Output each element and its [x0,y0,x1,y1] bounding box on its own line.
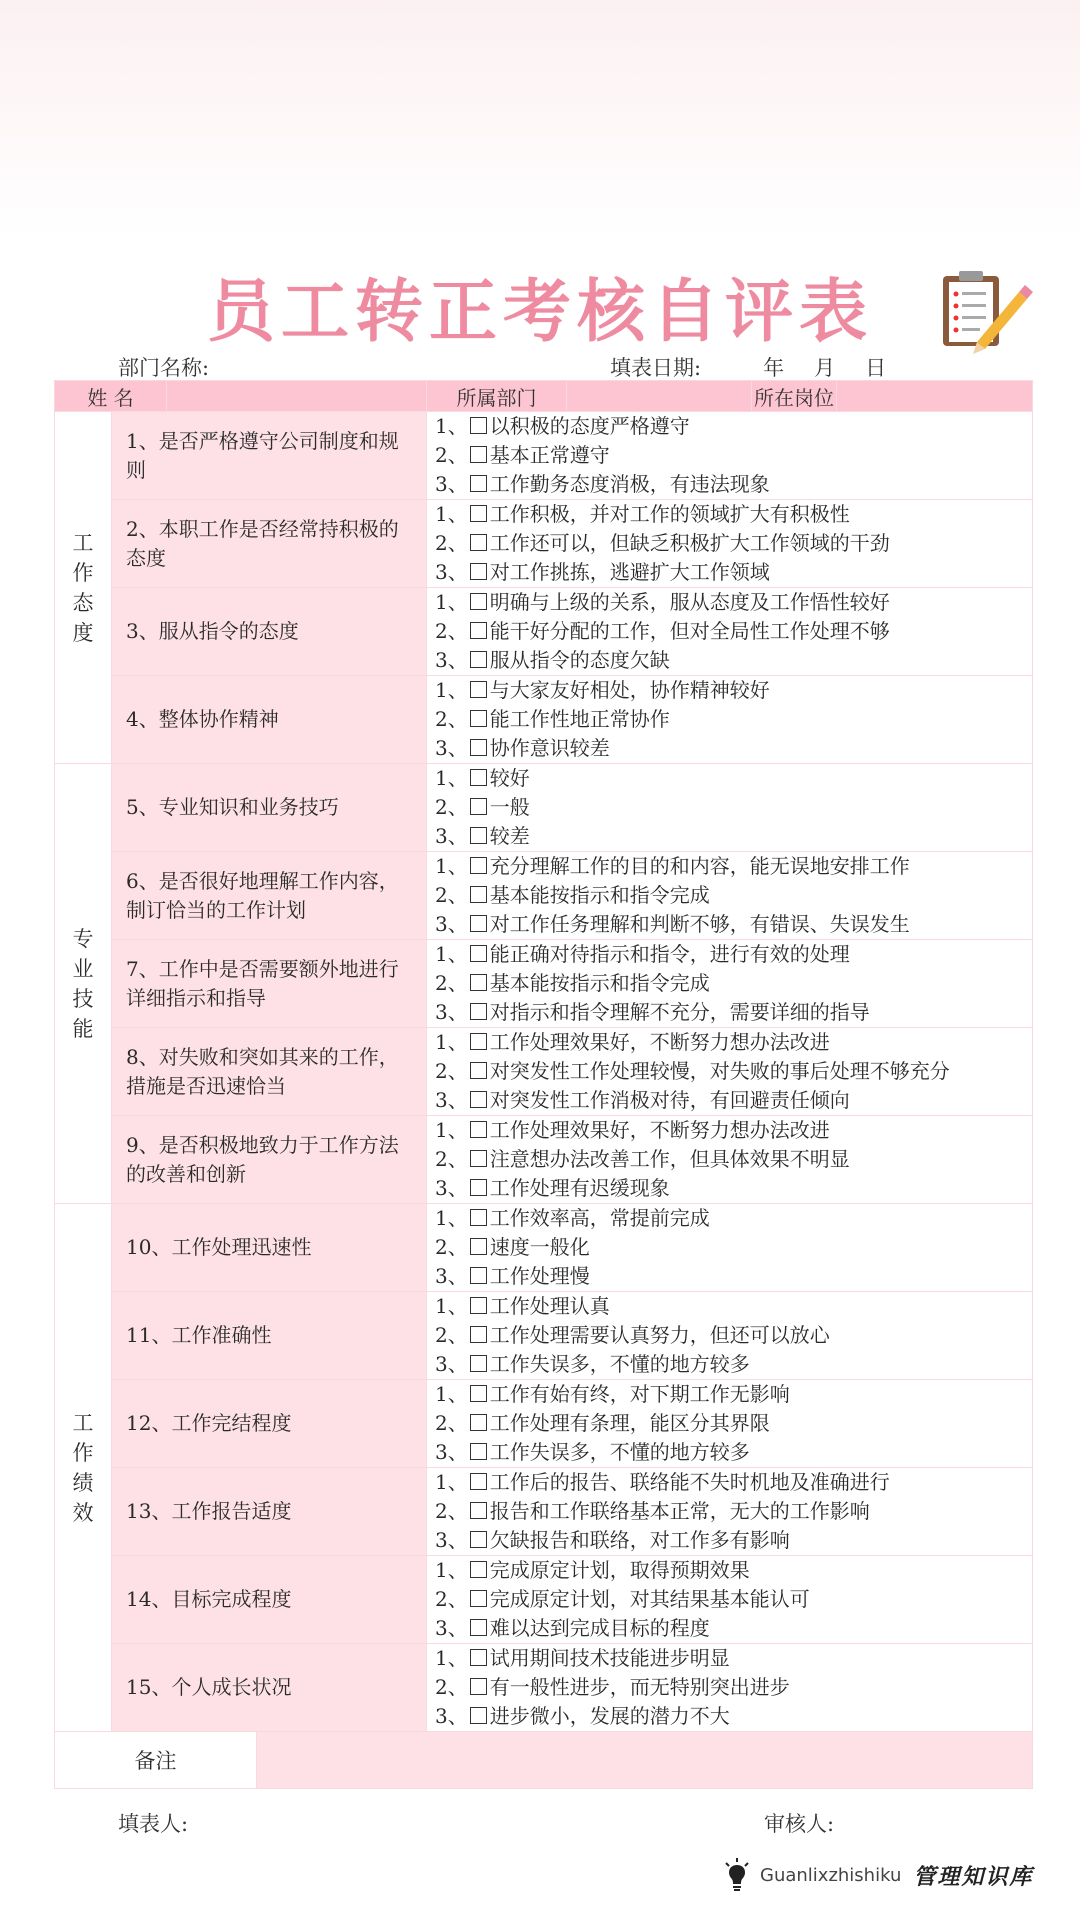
item-row [55,588,1033,676]
item-row [55,1468,1033,1556]
option-checkbox[interactable] [470,534,487,551]
option-line [435,793,1032,822]
option-line [435,470,1032,499]
option-line [435,1468,1032,1497]
option-text: 服从指令的态度欠缺 [489,648,670,672]
option-text: 基本能按指示和指令完成 [489,971,710,995]
option-number: 1、 [435,678,468,702]
option-checkbox[interactable] [470,1062,487,1079]
option-number: 3、 [435,1616,468,1640]
option-text: 有一般性进步，而无特别突出进步 [489,1675,790,1699]
question-cell: 14、目标完成程度 [112,1556,427,1644]
option-number: 3、 [435,1352,468,1376]
option-checkbox[interactable] [470,1619,487,1636]
option-checkbox[interactable] [470,1649,487,1666]
option-number: 3、 [435,1000,468,1024]
option-text: 工作处理慢 [489,1264,590,1288]
option-line [435,1204,1032,1233]
option-text: 协作意识较差 [489,736,610,760]
question-cell: 13、工作报告适度 [112,1468,427,1556]
option-text: 较差 [489,824,530,848]
item-row [55,500,1033,588]
option-number: 2、 [435,443,468,467]
option-line [435,1116,1032,1145]
option-checkbox[interactable] [470,681,487,698]
option-checkbox[interactable] [470,593,487,610]
question-cell: 3、服从指令的态度 [112,588,427,676]
option-checkbox[interactable] [470,886,487,903]
option-line [435,764,1032,793]
option-checkbox[interactable] [470,739,487,756]
option-line [435,1380,1032,1409]
option-line [435,1233,1032,1262]
fill-date-row [610,352,886,382]
category-label: 工作态度 [72,530,94,645]
option-number: 2、 [435,707,468,731]
item-row [55,1292,1033,1380]
option-number: 2、 [435,795,468,819]
question-cell: 1、是否严格遵守公司制度和规则 [112,412,427,500]
option-text: 对工作任务理解和判断不够，有错误、失误发生 [489,912,910,936]
option-checkbox[interactable] [470,622,487,639]
option-line [435,588,1032,617]
option-line [435,1438,1032,1467]
option-checkbox[interactable] [470,857,487,874]
option-checkbox[interactable] [470,769,487,786]
option-checkbox[interactable] [470,1590,487,1607]
option-checkbox[interactable] [470,1033,487,1050]
option-number: 1、 [435,502,468,526]
option-checkbox[interactable] [470,417,487,434]
brand-english: Guanlixzhishiku [760,1864,902,1886]
option-line [435,998,1032,1027]
option-text: 工作处理效果好，不断努力想办法改进 [489,1030,830,1054]
option-line [435,441,1032,470]
option-checkbox[interactable] [470,1414,487,1431]
option-number: 1、 [435,1294,468,1318]
department-name-label: 部门名称: [118,356,210,380]
option-text: 能工作性地正常协作 [489,707,670,731]
header-row [55,381,1033,412]
remark-field[interactable] [257,1732,1033,1789]
option-text: 进步微小，发展的潜力不大 [489,1704,730,1728]
option-checkbox[interactable] [470,1091,487,1108]
options-cell [427,852,1033,940]
brand-chinese: 管理知识库 [913,1864,1034,1890]
department-header: 所属部门 [427,381,567,412]
option-line [435,1585,1032,1614]
option-line [435,1057,1032,1086]
fill-date-label: 填表日期: [610,356,702,380]
category-label: 工作绩效 [72,1410,94,1525]
option-checkbox[interactable] [470,1385,487,1402]
option-line [435,852,1032,881]
option-text: 工作失误多，不懂的地方较多 [489,1440,750,1464]
option-line [435,1292,1032,1321]
option-line [435,1350,1032,1379]
option-line [435,1673,1032,1702]
option-number: 3、 [435,648,468,672]
item-row [55,676,1033,764]
option-checkbox[interactable] [470,1267,487,1284]
option-number: 1、 [435,1030,468,1054]
option-text: 基本能按指示和指令完成 [489,883,710,907]
option-checkbox[interactable] [470,945,487,962]
option-checkbox[interactable] [470,1238,487,1255]
option-number: 3、 [435,1176,468,1200]
option-line [435,1086,1032,1115]
option-number: 2、 [435,531,468,555]
option-text: 工作处理有条理，能区分其界限 [489,1411,770,1435]
option-checkbox[interactable] [470,475,487,492]
option-text: 一般 [489,795,530,819]
option-checkbox[interactable] [470,915,487,932]
option-checkbox[interactable] [470,1355,487,1372]
option-line [435,500,1032,529]
options-cell [427,1028,1033,1116]
option-line [435,529,1032,558]
option-text: 工作积极，并对工作的领域扩大有积极性 [489,502,850,526]
option-checkbox[interactable] [470,563,487,580]
option-checkbox[interactable] [470,827,487,844]
question-cell: 9、是否积极地致力于工作方法的改善和创新 [112,1116,427,1204]
brand-watermark [724,1858,1033,1892]
option-text: 充分理解工作的目的和内容，能无误地安排工作 [489,854,910,878]
option-text: 工作处理效果好，不断努力想办法改进 [489,1118,830,1142]
option-number: 1、 [435,590,468,614]
option-line [435,1614,1032,1643]
option-line [435,1262,1032,1291]
top-background [0,0,1080,240]
option-text: 工作失误多，不懂的地方较多 [489,1352,750,1376]
option-text: 试用期间技术技能进步明显 [489,1646,730,1670]
option-line [435,940,1032,969]
item-row [55,1380,1033,1468]
remark-label: 备注 [55,1732,257,1789]
option-number: 2、 [435,1147,468,1171]
option-line [435,1409,1032,1438]
options-cell [427,588,1033,676]
options-cell [427,676,1033,764]
item-row [55,1556,1033,1644]
item-row [55,1028,1033,1116]
department-input-cell[interactable] [567,381,752,412]
option-number: 3、 [435,1440,468,1464]
option-text: 基本正常遵守 [489,443,610,467]
name-input-cell[interactable] [167,381,427,412]
option-text: 完成原定计划，对其结果基本能认可 [489,1587,810,1611]
option-number: 2、 [435,1059,468,1083]
option-line [435,1321,1032,1350]
options-cell [427,500,1033,588]
option-line [435,676,1032,705]
option-number: 2、 [435,1235,468,1259]
question-cell: 7、工作中是否需要额外地进行详细指示和指导 [112,940,427,1028]
option-text: 工作效率高，常提前完成 [489,1206,710,1230]
question-cell: 12、工作完结程度 [112,1380,427,1468]
option-number: 3、 [435,1528,468,1552]
option-number: 1、 [435,1470,468,1494]
option-line [435,646,1032,675]
item-row [55,940,1033,1028]
option-number: 1、 [435,1646,468,1670]
option-line [435,558,1032,587]
category-cell [55,764,112,1204]
option-line [435,822,1032,851]
options-cell [427,764,1033,852]
question-cell: 4、整体协作精神 [112,676,427,764]
option-checkbox[interactable] [470,974,487,991]
option-text: 难以达到完成目标的程度 [489,1616,710,1640]
post-header: 所在岗位 [752,381,837,412]
option-text: 对突发性工作消极对待，有回避责任倾向 [489,1088,850,1112]
option-text: 对突发性工作处理较慢，对失败的事后处理不够充分 [489,1059,950,1083]
option-text: 工作后的报告、联络能不失时机地及准确进行 [489,1470,890,1494]
option-text: 报告和工作联络基本正常，无大的工作影响 [489,1499,870,1523]
options-cell [427,940,1033,1028]
year-label: 年 [763,356,785,380]
option-checkbox[interactable] [470,1531,487,1548]
item-rows [55,412,1033,1732]
name-header: 姓 名 [55,381,167,412]
option-number: 3、 [435,1704,468,1728]
option-text: 与大家友好相处，协作精神较好 [489,678,770,702]
option-text: 工作有始有终，对下期工作无影响 [489,1382,790,1406]
option-line [435,705,1032,734]
option-number: 1、 [435,854,468,878]
option-number: 3、 [435,824,468,848]
option-number: 3、 [435,912,468,936]
options-cell [427,1644,1033,1732]
option-line [435,734,1032,763]
item-row [55,1204,1033,1292]
option-number: 3、 [435,1264,468,1288]
reviewer-label: 审核人: [764,1812,835,1836]
option-checkbox[interactable] [470,1003,487,1020]
filler-label: 填表人: [118,1812,189,1836]
remark-row [55,1732,1033,1789]
option-text: 明确与上级的关系，服从态度及工作悟性较好 [489,590,890,614]
option-checkbox[interactable] [470,1502,487,1519]
options-cell [427,1556,1033,1644]
post-input-cell[interactable] [837,381,1033,412]
option-line [435,1702,1032,1731]
month-label: 月 [814,356,836,380]
option-text: 完成原定计划，取得预期效果 [489,1558,750,1582]
option-text: 能干好分配的工作，但对全局性工作处理不够 [489,619,890,643]
option-number: 1、 [435,1118,468,1142]
option-line [435,881,1032,910]
clipboard-pencil-icon [935,262,1035,362]
option-line [435,1145,1032,1174]
option-number: 2、 [435,1323,468,1347]
option-checkbox[interactable] [470,1121,487,1138]
item-row [55,852,1033,940]
option-checkbox[interactable] [470,1179,487,1196]
option-number: 3、 [435,1088,468,1112]
option-number: 2、 [435,1411,468,1435]
option-number: 2、 [435,1675,468,1699]
option-text: 对指示和指令理解不充分，需要详细的指导 [489,1000,870,1024]
option-checkbox[interactable] [470,651,487,668]
option-line [435,1028,1032,1057]
option-text: 工作处理认真 [489,1294,610,1318]
option-text: 对工作挑拣，逃避扩大工作领域 [489,560,770,584]
option-number: 2、 [435,619,468,643]
category-label: 专业技能 [72,926,94,1041]
options-cell [427,1116,1033,1204]
options-cell [427,1292,1033,1380]
option-checkbox[interactable] [470,1443,487,1460]
question-cell: 2、本职工作是否经常持积极的态度 [112,500,427,588]
option-number: 3、 [435,472,468,496]
option-text: 欠缺报告和联络，对工作多有影响 [489,1528,790,1552]
option-number: 1、 [435,1558,468,1582]
item-row [55,412,1033,500]
option-text: 速度一般化 [489,1235,590,1259]
option-checkbox[interactable] [470,710,487,727]
option-checkbox[interactable] [470,798,487,815]
option-line [435,910,1032,939]
option-number: 1、 [435,1206,468,1230]
option-line [435,1526,1032,1555]
question-cell: 8、对失败和突如其来的工作，措施是否迅速恰当 [112,1028,427,1116]
option-line [435,412,1032,441]
option-number: 1、 [435,942,468,966]
question-cell: 11、工作准确性 [112,1292,427,1380]
option-text: 工作处理有迟缓现象 [489,1176,670,1200]
option-line [435,969,1032,998]
option-checkbox[interactable] [470,1326,487,1343]
option-checkbox[interactable] [470,1678,487,1695]
question-cell: 15、个人成长状况 [112,1644,427,1732]
category-cell [55,1204,112,1732]
assessment-table [54,380,1033,1789]
option-number: 3、 [435,560,468,584]
question-cell: 10、工作处理迅速性 [112,1204,427,1292]
category-cell [55,412,112,764]
option-line [435,1556,1032,1585]
option-checkbox[interactable] [470,446,487,463]
question-cell: 6、是否很好地理解工作内容，制订恰当的工作计划 [112,852,427,940]
option-text: 较好 [489,766,530,790]
option-line [435,1497,1032,1526]
item-row [55,764,1033,852]
options-cell [427,1468,1033,1556]
option-checkbox[interactable] [470,1297,487,1314]
option-number: 1、 [435,1382,468,1406]
options-cell [427,412,1033,500]
option-checkbox[interactable] [470,1561,487,1578]
option-line [435,617,1032,646]
option-number: 1、 [435,414,468,438]
option-checkbox[interactable] [470,1209,487,1226]
option-text: 以积极的态度严格遵守 [489,414,690,438]
option-line [435,1644,1032,1673]
option-text: 注意想办法改善工作，但具体效果不明显 [489,1147,850,1171]
question-cell: 5、专业知识和业务技巧 [112,764,427,852]
item-row [55,1116,1033,1204]
item-row [55,1644,1033,1732]
option-line [435,1174,1032,1203]
option-checkbox[interactable] [470,505,487,522]
options-cell [427,1380,1033,1468]
option-text: 能正确对待指示和指令，进行有效的处理 [489,942,850,966]
option-number: 1、 [435,766,468,790]
option-text: 工作还可以，但缺乏积极扩大工作领域的干劲 [489,531,890,555]
option-checkbox[interactable] [470,1473,487,1490]
option-text: 工作勤务态度消极，有违法现象 [489,472,770,496]
option-number: 2、 [435,1587,468,1611]
options-cell [427,1204,1033,1292]
option-checkbox[interactable] [470,1707,487,1724]
option-text: 工作处理需要认真努力，但还可以放心 [489,1323,830,1347]
lightbulb-icon [724,1858,750,1892]
page-title: 员工转正考核自评表 [206,273,873,352]
option-number: 2、 [435,883,468,907]
option-number: 3、 [435,736,468,760]
day-label: 日 [865,356,887,380]
option-number: 2、 [435,1499,468,1523]
option-number: 2、 [435,971,468,995]
option-checkbox[interactable] [470,1150,487,1167]
